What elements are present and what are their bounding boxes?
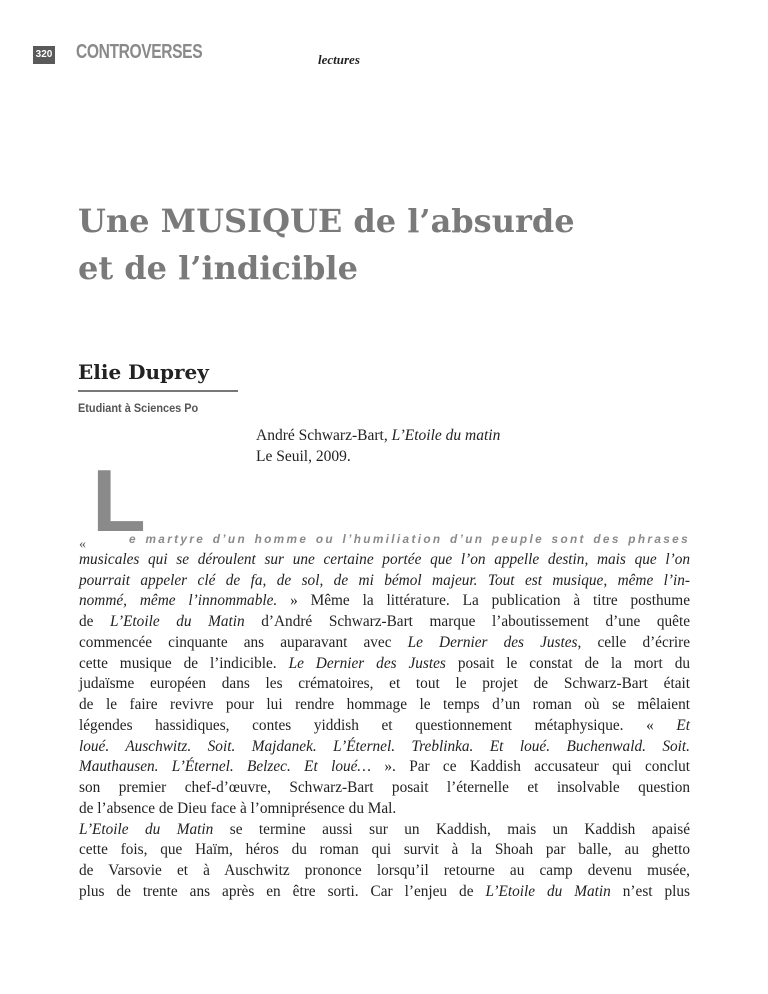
body-line [79,737,690,758]
body-text: posait le constat de la mort du [445,654,690,672]
title-line-2: et de l’indicible [78,249,358,287]
book-reference [256,425,500,467]
body-line [79,861,690,882]
body-line [79,571,690,592]
body-text: légendes hassidiques, contes yiddish et questionnement métaphysique. « [79,716,677,734]
body-line [79,612,690,633]
body-text: n’est plus [610,882,690,900]
reference-publisher: Le Seuil, 2009. [256,448,351,465]
body-italic-text: Et [676,716,690,734]
body-text: de [79,613,111,630]
article-body [79,529,690,903]
reference-book-title: L’Etoile du matin [391,427,501,444]
drop-cap: L [92,451,146,550]
reference-author: André Schwarz-Bart, [256,427,392,444]
title-line-1: Une MUSIQUE de l’absurde [78,202,575,240]
body-text: plus de trente ans après en être sorti. Car l’enjeu de [79,882,486,900]
body-italic-text: musicales qui se déroulent sur une certaine portée que l’on appelle destin, mais que l’on [79,550,690,568]
body-text: cette fois, que Haïm, héros du roman qui survit à la Shoah par balle, au ghetto [79,841,690,859]
body-text: se termine aussi sur un Kaddish, mais un Kaddish apaisé [213,820,690,838]
body-line [79,716,690,737]
body-text: son premier chef-d’œuvre, Schwarz-Bart posait l’éternelle et insolvable question [79,779,690,796]
body-text: de Varsovie et à Auschwitz prononce lorsqu’il retourne au camp devenu musée, [79,862,690,879]
body-text: de l’absence de Dieu face à l’omniprésence du Mal. [79,799,397,817]
article-title [78,198,678,292]
author-name: Elie Duprey [78,360,209,384]
body-italic-text: pourrait appeler clé de fa, de sol, de mi bémol majeur. Tout est musique, même l’in- [79,571,690,589]
body-text: , celle d’écrire [577,633,690,651]
body-text: cette musique de l’indicible. [79,654,289,672]
body-italic-text: Mauthausen. L’Éternel. Belzec. Et loué… [79,758,372,776]
body-line [79,820,690,841]
body-text: ». Par ce Kaddish accusateur qui conclut [371,758,691,776]
body-text: judaïsme européen dans les crématoires, et tout le projet de Schwarz-Bart était [79,675,690,693]
author-affiliation: Etudiant à Sciences Po [78,403,199,415]
page-number: 320 [33,46,55,64]
section-label: lectures [318,52,360,67]
body-italic-text: L’Etoile du Matin [110,613,245,630]
body-text: e martyre d’un homme ou l’humiliation d’un peuple sont des phrases [129,532,690,546]
body-line [79,778,690,799]
body-italic-text: loué. Auschwitz. Soit. Majdanek. L’Éternel. Treblinka. Et loué. Buchenwald. Soit. [79,737,690,755]
body-line [79,591,690,612]
body-text: de le faire revivre pour lui rendre hommage le temps d’un roman où se mêlaient [79,696,690,713]
body-line [79,695,690,716]
body-line [79,654,690,675]
body-italic-text: Le Dernier des Justes [288,654,446,672]
body-italic-text: L’Etoile du Matin [79,820,214,838]
opening-quote-mark: « [79,537,86,552]
body-italic-text: nommé, même l’innommable. [79,592,278,610]
body-line [79,757,690,778]
journal-logo: CONTROVERSES [76,41,203,63]
body-text: d’André Schwarz-Bart marque l’aboutissement d’une quête [244,613,690,630]
author-underline [78,390,238,392]
body-text: commencée cinquante ans auparavant avec [79,633,408,651]
body-line [79,799,690,820]
body-line [79,840,690,861]
body-line [79,674,690,695]
body-italic-text: Le Dernier des Justes [407,633,578,651]
body-italic-text: L’Etoile du Matin [485,882,611,900]
body-line [79,550,690,571]
body-line [79,633,690,654]
body-line [79,882,690,903]
body-line [79,529,690,550]
body-text: » Même la littérature. La publication à titre posthume [277,592,690,610]
